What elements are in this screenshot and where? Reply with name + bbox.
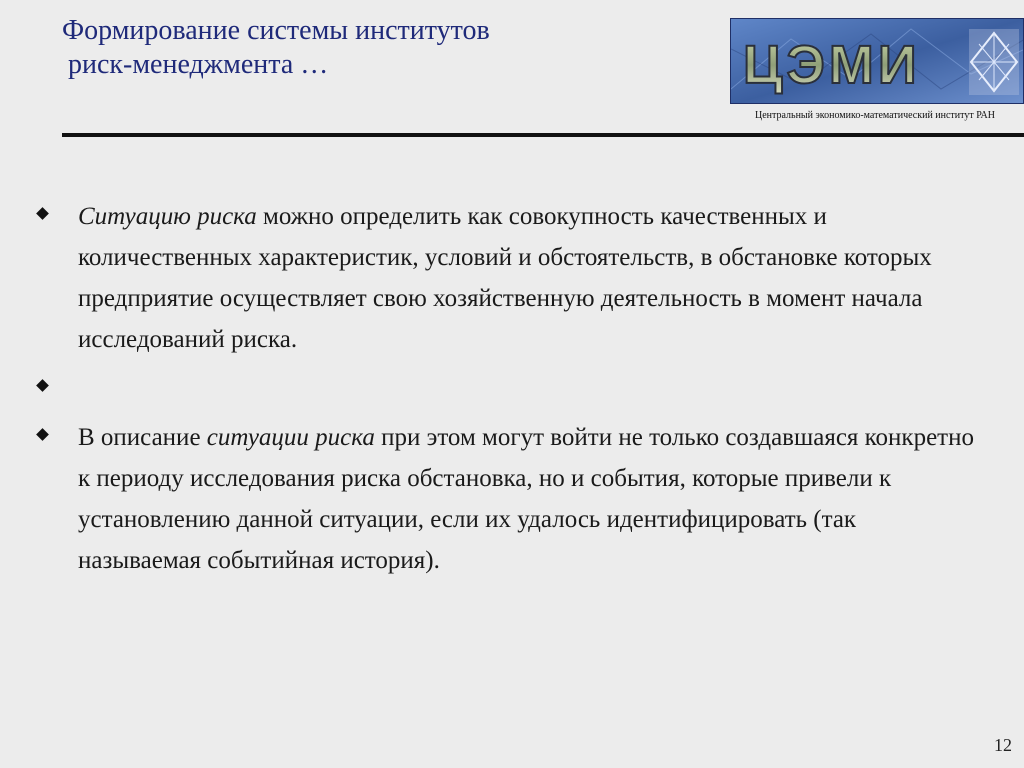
bullet-item xyxy=(38,196,978,360)
bullet-text: можно определить как совокупность качественных и количественных характеристик, условий и обстоятельств, в обстановке которых предприятие осуществляет свою хозяйственную деятельность в момент начала исследований риска. xyxy=(78,203,932,353)
logo-caption: Центральный экономико-математический институт РАН xyxy=(755,110,995,121)
slide-title xyxy=(62,14,490,82)
diamond-bullet-icon xyxy=(36,207,49,220)
bullet-item xyxy=(38,417,978,581)
bullet-italic-term: Ситуацию риска xyxy=(78,203,257,230)
diamond-bullet-icon xyxy=(36,379,49,392)
logo-text: ЦЭМИ xyxy=(743,35,921,95)
cemi-logo-graphic xyxy=(731,19,1024,104)
slide-body xyxy=(38,196,978,581)
bullet-item-empty xyxy=(38,368,978,409)
bullet-text-after: при этом могут войти не только создавшаяся конкретно к периоду исследования риска обстановка, но и события, которые привели к установлению данной ситуации, если их удалось идентифицировать (так называемая событийная история). xyxy=(78,424,974,574)
bullet-text-before: В описание xyxy=(78,424,207,451)
title-divider xyxy=(62,133,1024,137)
diamond-bullet-icon xyxy=(36,428,49,441)
bullet-italic-term: ситуации риска xyxy=(206,424,375,451)
title-line-1: Формирование системы институтов xyxy=(62,15,490,46)
page-number: 12 xyxy=(994,735,1012,755)
title-line-2: риск-менеджмента … xyxy=(68,49,329,80)
cemi-logo xyxy=(730,18,1024,104)
